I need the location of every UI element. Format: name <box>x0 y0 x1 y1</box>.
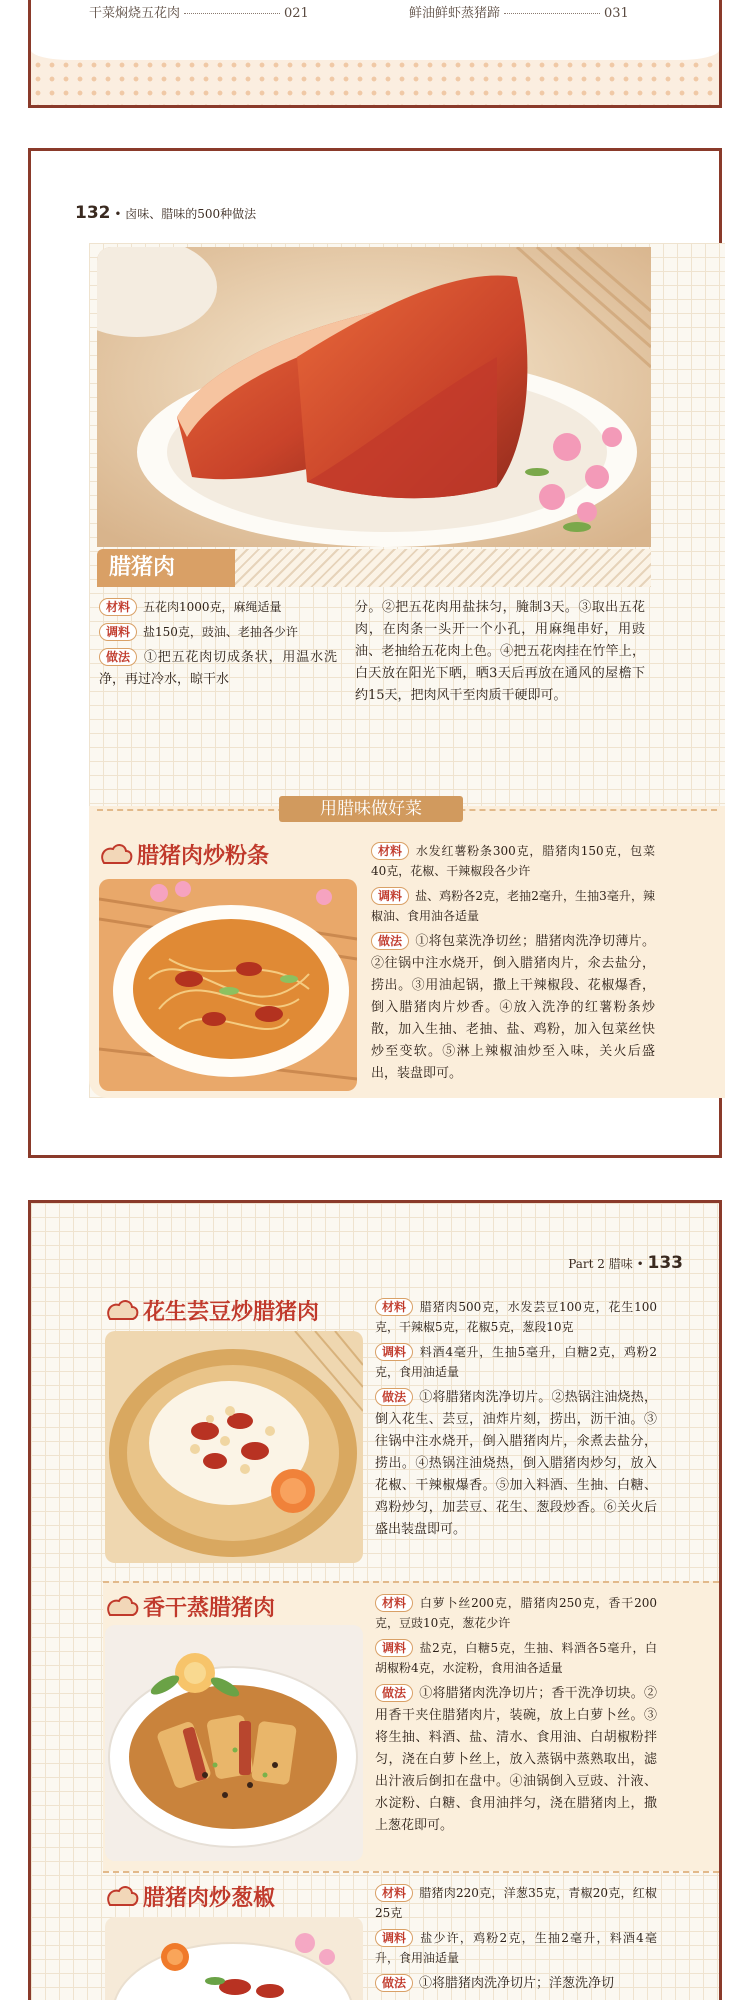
materials-tag: 材料 <box>375 1884 413 1902</box>
page-number: 133 <box>647 1253 683 1273</box>
recipe-text-right <box>355 597 645 707</box>
section-label-text: 用腊味做好菜 <box>320 799 422 819</box>
seasoning-tag: 调料 <box>375 1929 413 1947</box>
chef-hat-icon <box>99 841 133 867</box>
peanut-bean-pork-photo <box>105 1331 363 1563</box>
dish-text <box>375 1593 657 1842</box>
toc-entry-page: 021 <box>284 6 309 21</box>
method-text: ①将包菜洗净切丝；腊猪肉洗净切薄片。②往锅中注水烧开，倒入腊猪肉片，氽去盐分，捞出。③用油起锅，撒上干辣椒段、花椒爆香，倒入腊猪肉片炒香。④放入洗净的红薯粉条炒散，加入生抽、老抽、盐、鸡粉，加入包菜丝快炒至变软。⑤淋上辣椒油炒至入味，关火后盛出，装盘即可。 <box>371 934 655 1081</box>
running-header <box>75 203 256 223</box>
seasoning-tag: 调料 <box>99 623 137 641</box>
pork-onion-pepper-photo <box>105 1917 363 2000</box>
materials-text: 白萝卜丝200克，腊猪肉250克，香干200克，豆豉10克，葱花少许 <box>375 1596 657 1630</box>
method-text-left: ①把五花肉切成条状，用温水洗净，再过冷水，晾干水 <box>99 650 337 687</box>
seasoning-tag: 调料 <box>375 1639 413 1657</box>
chef-hat-icon <box>105 1883 139 1909</box>
recipe-text-left <box>99 597 337 696</box>
part-label: Part 2 <box>568 1257 605 1271</box>
recipe-title-band <box>97 549 235 587</box>
toc-entry-title: 鲜油鲜虾蒸猪蹄 <box>409 6 501 21</box>
toc-entry-left <box>89 2 309 21</box>
dish-title: 花生芸豆炒腊猪肉 <box>143 1300 320 1325</box>
materials-tag: 材料 <box>375 1594 413 1612</box>
method-text: ①将腊猪肉洗净切片；香干洗净切块。②用香干夹住腊猪肉片，装碗，放上白萝卜丝。③将生抽、料酒、盐、清水、食用油、白胡椒粉拌匀，浇在白萝卜丝上，放入蒸锅中蒸熟取出，滤出汁液后倒扣在盘中。④油锅倒入豆豉、汁液、水淀粉、白糖、食用油拌匀，浇在腊猪肉上，撒上葱花即可。 <box>375 1686 657 1833</box>
toc-entry-right <box>409 2 629 21</box>
page-132 <box>28 148 722 1158</box>
seasoning-tag: 调料 <box>375 1343 413 1361</box>
materials-tag: 材料 <box>371 842 409 860</box>
title-band-hatching <box>235 549 651 587</box>
steamed-tofu-pork-photo <box>105 1625 363 1861</box>
header-bullet: • <box>114 207 122 221</box>
running-header <box>568 1253 683 1273</box>
dish-title: 香干蒸腊猪肉 <box>143 1596 276 1621</box>
toc-entry-title: 干菜焖烧五花肉 <box>89 6 181 21</box>
materials-text: 五花肉1000克，麻绳适量 <box>143 600 282 614</box>
header-bullet: • <box>636 1257 644 1271</box>
dish-text <box>375 1883 657 2000</box>
method-tag: 做法 <box>99 648 137 666</box>
dish-divider <box>103 1871 719 1873</box>
toc-tail <box>31 0 719 60</box>
seasoning-text: 盐2克，白糖5克，生抽、料酒各5毫升，白胡椒粉4克，水淀粉，食用油各适量 <box>375 1641 657 1675</box>
page-number: 132 <box>75 203 111 223</box>
method-tag: 做法 <box>375 1974 413 1992</box>
page-133 <box>28 1200 722 2000</box>
dish-divider <box>103 1581 719 1583</box>
seasoning-text: 盐150克，豉油、老抽各少许 <box>143 625 298 639</box>
recipe-title: 腊猪肉 <box>109 555 176 580</box>
seasoning-text: 盐少许，鸡粉2克，生抽2毫升，料酒4毫升，食用油适量 <box>375 1931 657 1965</box>
method-text: ①将腊猪肉洗净切片；洋葱洗净切 <box>419 1976 615 1991</box>
seasoning-text: 盐、鸡粉各2克，老抽2毫升，生抽3毫升，辣椒油、食用油各适量 <box>371 889 655 923</box>
part-title: 腊味 <box>608 1257 633 1271</box>
method-text: ①将腊猪肉洗净切片。②热锅注油烧热，倒入花生、芸豆，油炸片刻，捞出，沥干油。③往锅中注水烧开，倒入腊猪肉片，氽煮去盐分，捞出。④热锅注油烧热，倒入腊猪肉炒匀，放入花椒、干辣椒爆香。⑤加入料酒、生抽、白糖、鸡粉炒匀，加芸豆、花生、葱段炒香。⑥关火后盛出装盘即可。 <box>375 1390 657 1537</box>
materials-tag: 材料 <box>99 598 137 616</box>
chef-hat-icon <box>105 1297 139 1323</box>
method-tag: 做法 <box>375 1388 413 1406</box>
materials-text: 腊猪肉220克，洋葱35克，青椒20克，红椒25克 <box>375 1886 657 1920</box>
materials-text: 腊猪肉500克，水发芸豆100克，花生100克，干辣椒5克，花椒5克，葱段10克 <box>375 1300 657 1334</box>
dish-text <box>371 841 655 1090</box>
dish-title: 腊猪肉炒粉条 <box>137 844 270 869</box>
seasoning-text: 料酒4毫升，生抽5毫升，白糖2克，鸡粉2克，食用油适量 <box>375 1345 657 1379</box>
stir-fried-noodles-photo <box>99 879 357 1091</box>
book-title: 卤味、腊味的500种做法 <box>125 207 257 221</box>
method-text-right: 分。②把五花肉用盐抹匀，腌制3天。③取出五花肉，在肉条一头开一个小孔，用麻绳串好，用豉油、老抽给五花肉上色。④把五花肉挂在竹竿上，白天放在阳光下晒，晒3天后再放在通风的屋檐下约15天，把肉风干至肉质干硬即可。 <box>355 600 645 703</box>
seasoning-tag: 调料 <box>371 887 409 905</box>
method-tag: 做法 <box>371 932 409 950</box>
chef-hat-icon <box>105 1593 139 1619</box>
previous-page-strip <box>28 0 722 108</box>
cured-pork-photo <box>97 247 651 547</box>
dish-title: 腊猪肉炒葱椒 <box>143 1886 276 1911</box>
materials-text: 水发红薯粉条300克，腊猪肉150克，包菜40克，花椒、干辣椒段各少许 <box>371 844 655 878</box>
method-tag: 做法 <box>375 1684 413 1702</box>
section-label <box>279 796 463 822</box>
toc-entry-page: 031 <box>604 6 629 21</box>
dish-text <box>375 1297 657 1546</box>
materials-tag: 材料 <box>375 1298 413 1316</box>
